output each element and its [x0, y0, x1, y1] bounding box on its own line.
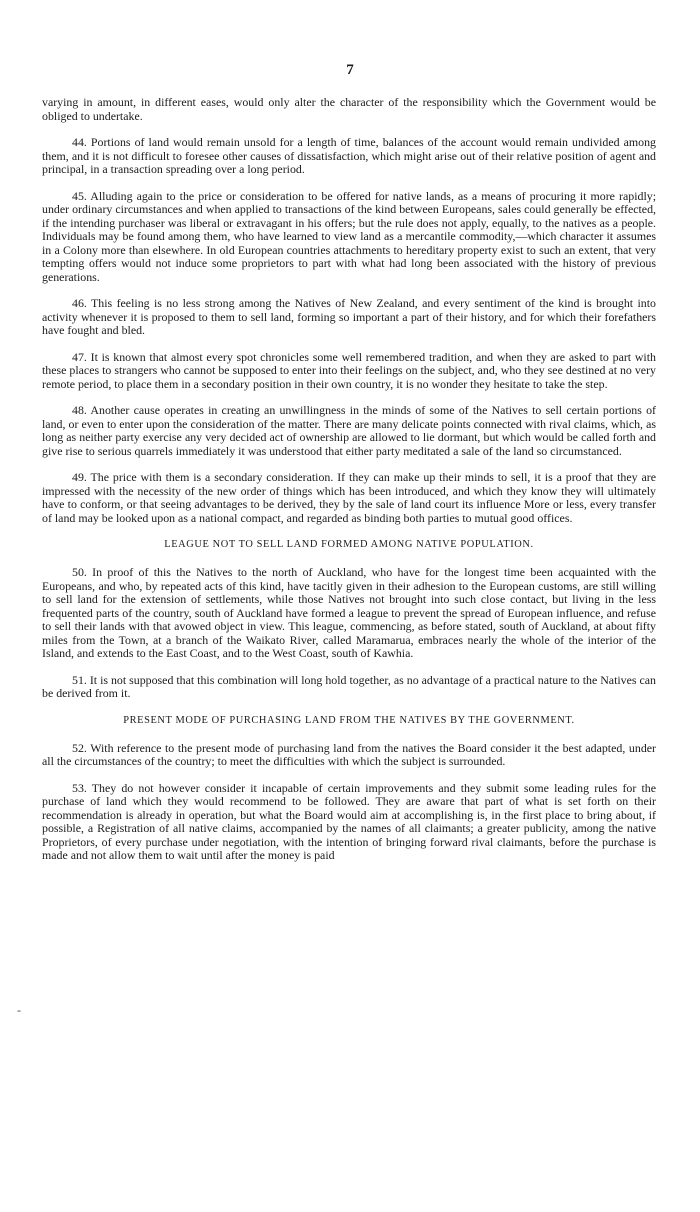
section-heading-league: LEAGUE NOT TO SELL LAND FORMED AMONG NATIVE POPULATION.	[164, 539, 534, 550]
paragraph-47: 47. It is known that almost every spot chronicles some well remembered tradition, and when they are asked to part with these places to strangers who cannot be supposed to enter into their feelings on the subject, and, who they see destined at no very remote period, to place them in a secondary position in their own country, it is no wonder they hesitate to take the step.	[42, 349, 656, 391]
section-heading-present-mode: PRESENT MODE OF PURCHASING LAND FROM THE NATIVES BY THE GOVERNMENT.	[123, 714, 575, 726]
page-number: 7	[346, 62, 354, 78]
margin-mark: -	[17, 1003, 21, 1017]
paragraph-51: 51. It is not supposed that this combination will long hold together, as no advantage of a practical nature to the Natives can be derived from it.	[42, 672, 656, 700]
paragraph-continuation: varying in amount, in different eases, would only alter the character of the responsibility which the Government would be obliged to undertake.	[42, 95, 656, 123]
document-body	[42, 96, 656, 876]
paragraph-49: 49. The price with them is a secondary consideration. If they can make up their minds to sell, it is a proof that they are impressed with the necessity of the new order of things which has been introduced, and which they know they will ultimately have to conform, or that seeing advantages to be derived, they by the sale of land court its influence More or less, every transfer of land may be looked upon as a national compact, and regarded as binding both parties to mutual good offices.	[42, 470, 656, 525]
paragraph-50: 50. In proof of this the Natives to the north of Auckland, who have for the longest time been acquainted with the Europeans, and who, by repeated acts of this kind, have tacitly given in their adhesion to the European customs, are still willing to sell land for the extension of settlements, while those Natives not brought into such close contact, but living in the less frequented parts of the country, south of Auckland have formed a league to prevent the spread of European influence, and refuse to sell their lands with that avowed object in view. This league, commencing, as before stated, south of Auckland, at about fifty miles from the Town, at a branch of the Waikato River, called Maramarua, embraces nearly the whole of the interior of the Island, and extends to the East Coast, and to the West Coast, south of Kawhia.	[42, 565, 656, 660]
paragraph-48: 48. Another cause operates in creating an unwillingness in the minds of some of the Natives to sell certain portions of land, or even to enter upon the consideration of the matter. There are many delicate points connected with rival claims, which, as long as neither party exercise any very decided act of ownership are allowed to lie dormant, but which would be called forth and give rise to serious quarrels immediately it was understood that either party meditated a sale of the land so circumstanced.	[42, 403, 656, 458]
paragraph-45: 45. Alluding again to the price or consideration to be offered for native lands, as a means of procuring it more rapidly; under ordinary circumstances and when applied to transactions of the kind between Europeans, sales could generally be effected, if the intending purchaser was liberal or extravagant in his offers; but the rule does not apply, equally, to the natives as a people. Individuals may be found among them, who have learned to view land as a mercantile commodity,—which character it assumes in a Colony more than elsewhere. In old European countries attachments to hereditary property exist to such an extent, that very tempting offers would not induce some proprietors to part with what had long been associated with the history of previous generations.	[42, 188, 656, 284]
paragraph-53: 53. They do not however consider it incapable of certain improvements and they submit some leading rules for the purchase of land which they would recommend to be followed. They are aware that part of what is set forth on their recommendation is already in operation, but what the Board would aim at accomplishing is, in the first place to bring about, if possible, a Registration of all native claims, accompanied by the names of all claimants; a greater publicity, among the native Proprietors, of every purchase under negotiation, with the intention of bringing forward rival claimants, before the purchase is made and not allow them to wait until after the money is paid	[42, 780, 656, 862]
paragraph-44: 44. Portions of land would remain unsold for a length of time, balances of the account would remain undivided among them, and it is not difficult to foresee other causes of dissatisfaction, which might arise out of their relative position of agent and principal, in a transaction spreading over a long period.	[42, 135, 656, 176]
paragraph-46: 46. This feeling is no less strong among the Natives of New Zealand, and every sentiment of the kind is brought into activity whenever it is proposed to them to sell land, forming so important a part of their history, and for which their forefathers have fought and bled.	[42, 296, 656, 337]
paragraph-52: 52. With reference to the present mode of purchasing land from the natives the Board consider it the best adapted, under all the circumstances of the country; to meet the difficulties with which the subject is surrounded.	[42, 740, 656, 768]
